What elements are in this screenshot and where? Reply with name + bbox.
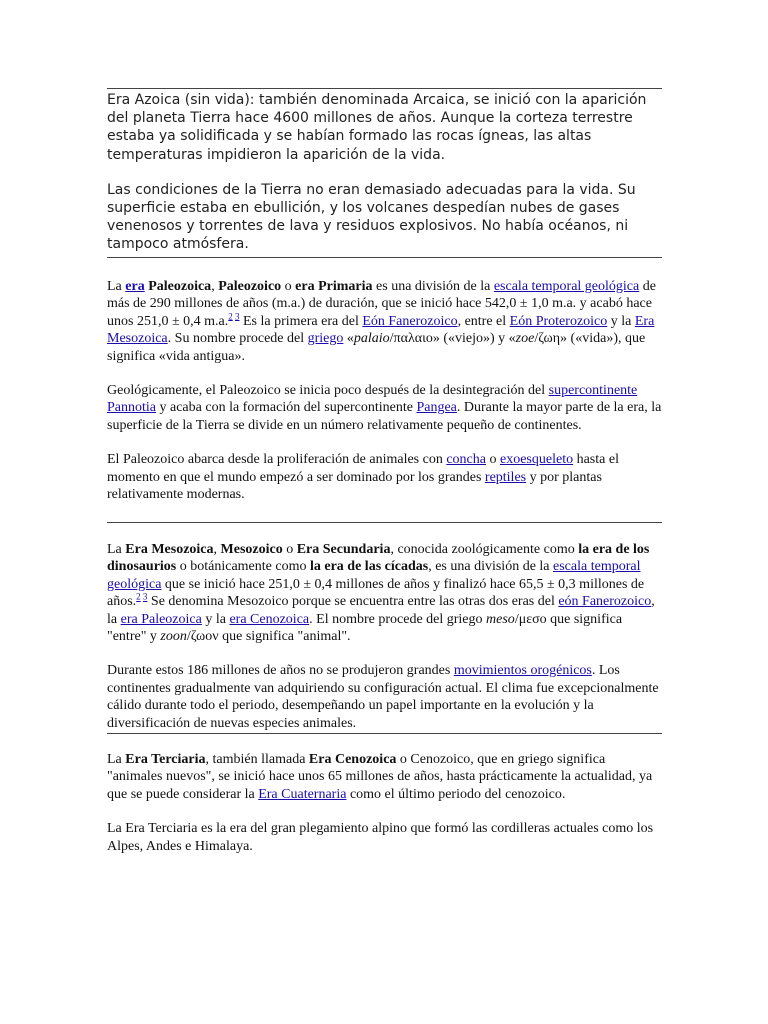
text: La — [107, 752, 126, 767]
text: o botánicamente como — [176, 559, 310, 575]
text: . Su nombre procede del — [167, 331, 308, 347]
text: y acaba con la formación del supercontinente — [156, 400, 417, 416]
text: Geológicamente, el Paleozoico se inicia poco después de la desintegración del — [107, 383, 549, 399]
text: como el último periodo del cenozoico. — [346, 786, 566, 802]
text: , — [213, 542, 221, 557]
mesozoica-paragraph-2 — [107, 662, 663, 732]
link-escala-temporal[interactable]: escala temporal geológica — [493, 279, 640, 294]
text: Es la primera era del — [239, 313, 363, 329]
italic-term: palaio — [353, 331, 390, 347]
paleozoica-paragraph-2 — [107, 382, 663, 434]
link-escala-temporal[interactable]: escala temporal geológica — [107, 559, 641, 592]
text: , entre el — [457, 313, 510, 329]
section-terciaria — [107, 751, 663, 855]
text: . Durante la mayor parte de la era, la superficie de la Tierra se divide en un número relativamente pequeño de continentes. — [107, 400, 662, 433]
bold-term: Era Mesozoica — [125, 542, 214, 557]
link-eon-proterozoico[interactable]: Eón Proterozoico — [509, 313, 608, 329]
paleozoica-paragraph-3 — [107, 451, 663, 503]
link-eon-fanerozoico[interactable]: Eón Fanerozoico — [362, 313, 458, 329]
footnote-ref[interactable]: 3 — [235, 311, 240, 322]
italic-term: zoe — [515, 331, 535, 347]
bold-term: la era de los dinosaurios — [107, 542, 650, 575]
text: o Cenozoico, que en griego significa "animales nuevos", se inició hace unos 65 millones de años, hasta prácticamente la actualidad, ya que se puede considerar la — [107, 752, 653, 802]
terciaria-paragraph-1 — [107, 751, 663, 803]
link-griego[interactable]: griego — [307, 331, 344, 347]
divider — [107, 88, 662, 89]
link-era-mesozoica[interactable]: Era Mesozoica — [107, 313, 655, 347]
section-azoica — [107, 91, 663, 254]
divider — [107, 257, 662, 258]
text: « — [343, 331, 354, 347]
bold-term: la era de las cícadas — [309, 559, 429, 575]
link-eon-fanerozoico[interactable]: eón Fanerozoico — [558, 594, 652, 610]
link-pannotia[interactable]: Pannotia — [107, 400, 156, 416]
text: , la — [107, 594, 655, 627]
text: de más de 290 millones de años (m.a.) de duración, que se inició hace 542,0 ± 1,0 m.a. y acabó hace unos 251,0 ± 0,4 m.a. — [107, 279, 656, 329]
text: . El nombre procede del griego — [309, 611, 487, 627]
text: . Los continentes gradualmente van adquiriendo su configuración actual. El clima fue excepcionalmente cálido durante todo el periodo, desempeñando un papel importante en la evolución y la diversificación de nuevas especies animales. — [107, 663, 659, 731]
link-era[interactable]: era — [125, 279, 145, 294]
italic-term: zoon — [160, 629, 187, 645]
text: La — [107, 279, 126, 294]
text: , conocida zoológicamente como — [390, 542, 579, 557]
link-reptiles[interactable]: reptiles — [484, 469, 527, 485]
paleozoica-paragraph-1 — [107, 278, 663, 365]
text: , también llamada — [205, 752, 309, 767]
section-mesozoica — [107, 541, 663, 732]
text: Durante estos 186 millones de años no se produjeron grandes — [107, 663, 454, 679]
text: La — [107, 542, 126, 557]
text: y por plantas relativamente modernas. — [107, 469, 602, 503]
bold-term: Paleozoica — [144, 279, 212, 294]
italic-term: meso — [486, 611, 515, 627]
text: /μεσο que significa "entre" y — [107, 611, 623, 645]
text: o — [486, 452, 500, 468]
link-era-cenozoica[interactable]: era Cenozoica — [229, 611, 310, 627]
section-paleozoica — [107, 278, 663, 503]
text: El Paleozoico abarca desde la proliferación de animales con — [107, 452, 447, 468]
bold-term: Mesozoico — [220, 542, 283, 557]
text: /ζωη» («vida»), que significa «vida antigua». — [107, 331, 646, 364]
text: /ζωον que significa "animal". — [186, 629, 351, 645]
text: y la — [607, 313, 635, 329]
bold-term: Paleozoico — [218, 279, 282, 294]
bold-term: era Primaria — [295, 279, 373, 294]
divider — [107, 733, 662, 734]
link-exoesqueleto[interactable]: exoesqueleto — [500, 452, 574, 468]
text: y la — [201, 611, 230, 627]
text: hasta el momento en que el mundo empezó a ser dominado por los grandes — [107, 452, 619, 485]
text: /παλαιο» («viejo») y « — [389, 331, 516, 347]
azoica-paragraph-2: Las condiciones de la Tierra no eran demasiado adecuadas para la vida. Su superficie estaba en ebullición, y los volcanes despedían nubes de gases venenosos y torrentes de lava y residuos explosivos. No había océanos, ni tampoco atmósfera. — [107, 181, 636, 253]
text: , — [211, 279, 219, 294]
link-pangea[interactable]: Pangea — [416, 400, 457, 416]
bold-term: Era Terciaria — [125, 752, 206, 767]
mesozoica-paragraph-1 — [107, 541, 663, 645]
text: Se denomina Mesozoico porque se encuentra entre las otras dos eras del — [147, 594, 559, 610]
text: o — [281, 279, 296, 294]
bold-term: Era Cenozoica — [308, 752, 397, 767]
divider — [107, 522, 662, 523]
footnote-ref[interactable]: 2 — [136, 591, 141, 602]
text: es una división de la — [372, 279, 494, 294]
link-movimientos-orogenicos[interactable]: movimientos orogénicos — [453, 663, 592, 679]
azoica-paragraph-1: Era Azoica (sin vida): también denominada Arcaica, se inició con la aparición del planeta Tierra hace 4600 millones de años. Aunque la corteza terrestre estaba ya solidificada y se habían formado las rocas ígneas, las altas temperaturas impidieron la aparición de la vida. — [107, 92, 647, 163]
footnote-ref[interactable]: 3 — [142, 591, 148, 602]
text: o — [282, 542, 297, 557]
text: que se inició hace 251,0 ± 0,4 millones de años y finalizó hace 65,5 ± 0,3 millones de años. — [107, 576, 645, 610]
bold-term: Era Secundaria — [296, 542, 391, 557]
link-era-cuaternaria[interactable]: Era Cuaternaria — [258, 786, 347, 802]
link-supercontinente[interactable]: supercontinente — [548, 383, 638, 399]
link-era-paleozoica[interactable]: era Paleozoica — [120, 611, 202, 627]
terciaria-paragraph-2: La Era Terciaria es la era del gran plegamiento alpino que formó las cordilleras actuales como los Alpes, Andes e Himalaya. — [107, 821, 654, 854]
footnote-ref[interactable]: 2 — [228, 311, 233, 322]
text: , es una división de la — [428, 559, 554, 575]
link-concha[interactable]: concha — [446, 452, 486, 468]
